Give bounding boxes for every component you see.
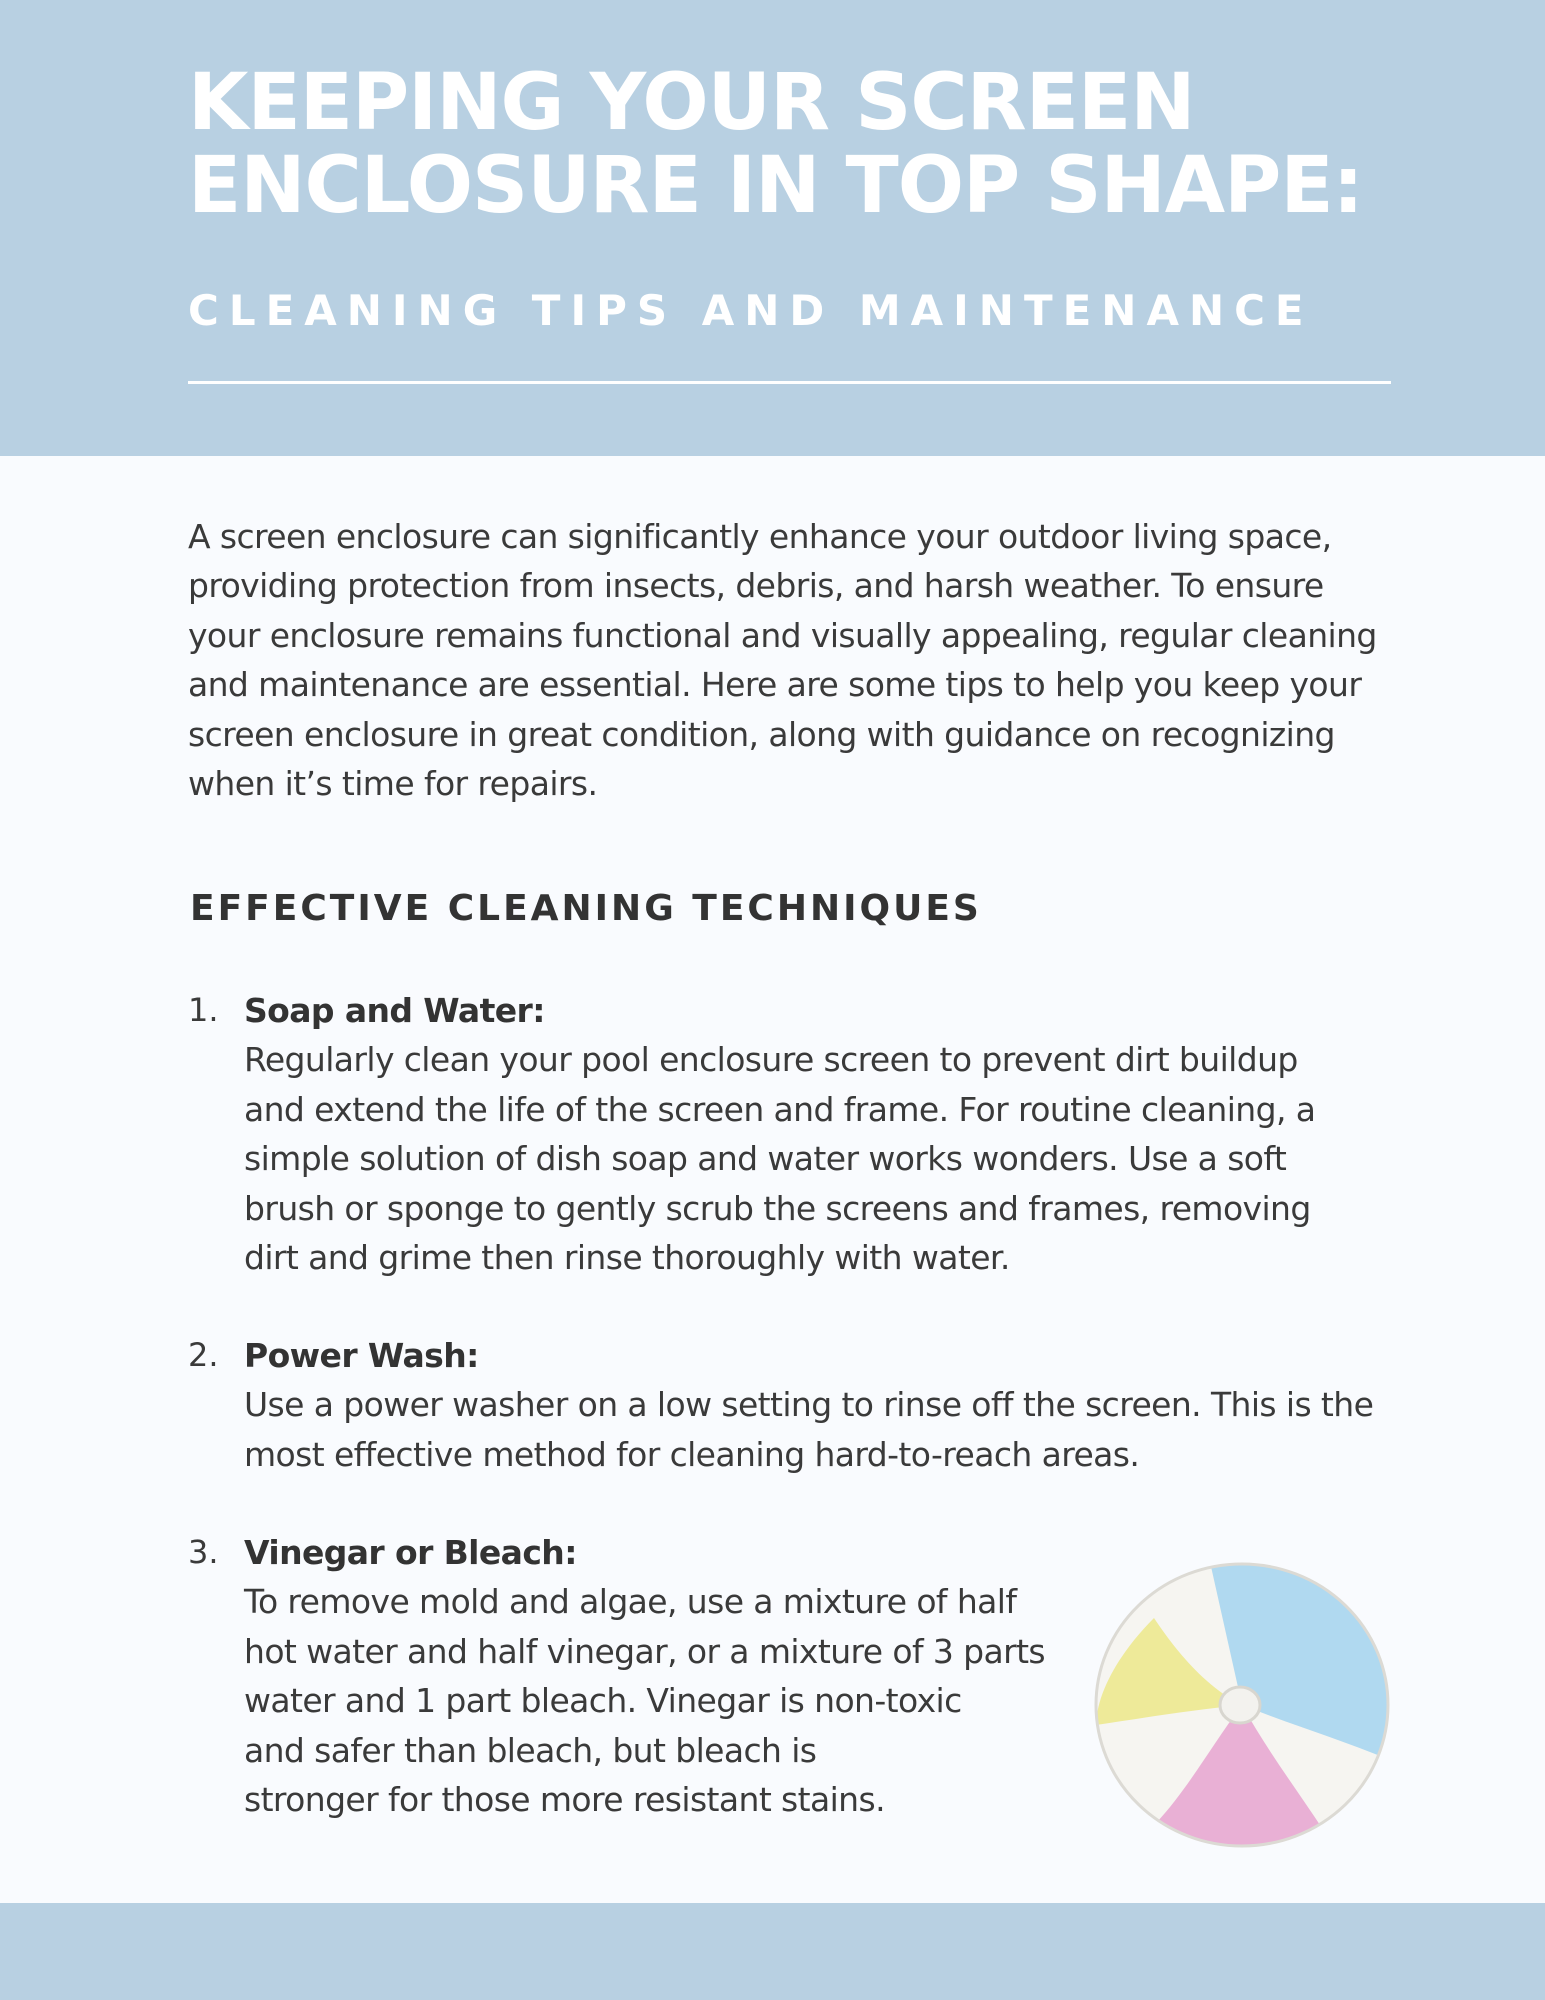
tip-description <box>244 1380 1373 1479</box>
tip-number: 3. <box>188 1533 219 1571</box>
tip-number: 1. <box>188 991 219 1029</box>
tip-description <box>244 1577 1045 1824</box>
title-line: ENCLOSURE IN TOP SHAPE: <box>188 141 1363 231</box>
intro-line: A screen enclosure can significantly enhance your outdoor living space, <box>188 517 1332 556</box>
intro-paragraph <box>188 512 1418 808</box>
tip-line: most effective method for cleaning hard-to-reach areas. <box>244 1434 1140 1474</box>
intro-line: and maintenance are essential. Here are some tips to help you keep your <box>188 665 1362 705</box>
tip-line: To remove mold and algae, use a mixture of half <box>244 1582 1017 1622</box>
header-banner <box>0 0 1545 456</box>
page-subtitle: CLEANING TIPS AND MAINTENANCE <box>188 286 1314 335</box>
tip-line: and safer than bleach, but bleach is <box>244 1730 817 1770</box>
section-heading: EFFECTIVE CLEANING TECHNIQUES <box>190 888 982 929</box>
ball-center <box>1220 1687 1260 1723</box>
intro-line: when it’s time for repairs. <box>188 764 598 804</box>
tip-item-power-wash <box>188 1331 1418 1481</box>
footer-band <box>0 1903 1545 2000</box>
tip-title: Soap and Water: <box>244 991 545 1030</box>
tip-line: stronger for those more resistant stains. <box>244 1780 885 1820</box>
tip-line: brush or sponge to gently scrub the screens and frames, removing <box>244 1188 1311 1228</box>
tip-item-soap-and-water <box>188 986 1418 1286</box>
intro-line: providing protection from insects, debris, and harsh weather. To ensure <box>188 566 1324 606</box>
tip-title: Power Wash: <box>244 1336 479 1375</box>
tip-number: 2. <box>188 1336 219 1374</box>
beach-ball-icon <box>1092 1560 1392 1850</box>
tip-line: simple solution of dish soap and water works wonders. Use a soft <box>244 1139 1287 1179</box>
tip-line: Regularly clean your pool enclosure screen to prevent dirt buildup <box>244 1040 1298 1080</box>
tip-line: dirt and grime then rinse thoroughly with water. <box>244 1238 1010 1278</box>
tip-line: Use a power washer on a low setting to rinse off the screen. This is the <box>244 1385 1374 1425</box>
tip-line: and extend the life of the screen and frame. For routine cleaning, a <box>244 1089 1316 1129</box>
title-line: KEEPING YOUR SCREEN <box>188 58 1195 148</box>
tip-title: Vinegar or Bleach: <box>244 1533 577 1572</box>
tip-line: water and 1 part bleach. Vinegar is non-toxic <box>244 1681 962 1721</box>
tip-line: hot water and half vinegar, or a mixture of 3 parts <box>244 1631 1046 1671</box>
intro-line: screen enclosure in great condition, along with guidance on recognizing <box>188 714 1335 754</box>
header-divider <box>188 381 1391 384</box>
intro-line: your enclosure remains functional and visually appealing, regular cleaning <box>188 615 1377 655</box>
tip-description <box>244 1035 1315 1282</box>
page-title <box>188 58 1488 231</box>
